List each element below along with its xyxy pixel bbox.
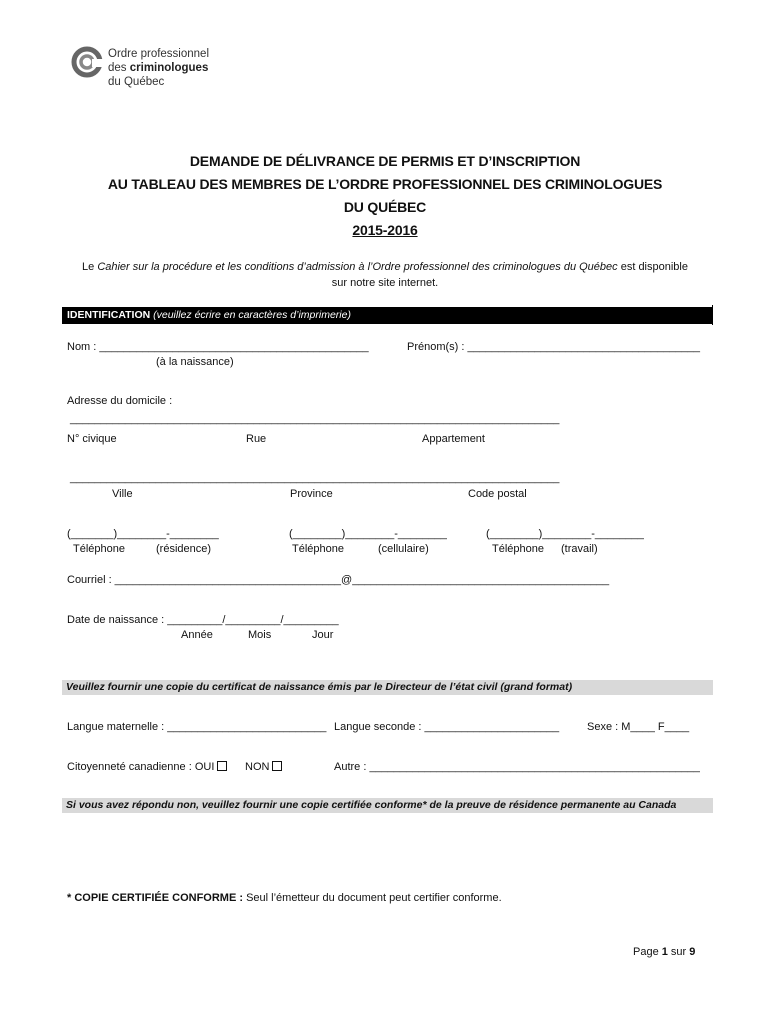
appartement-label: Appartement — [422, 433, 485, 445]
certificat-notice: Veuillez fournir une copie du certificat de naissance émis par le Directeur de l’état civil (grand format) — [62, 680, 713, 695]
autre-field[interactable]: Autre : ______________________________________________________ — [334, 761, 700, 773]
langue-seconde-field[interactable]: Langue seconde : ______________________ — [334, 721, 560, 733]
title-years: 2015-2016 — [352, 222, 418, 238]
phone-residence-field[interactable]: (_______)________-________ — [67, 528, 219, 540]
code-postal-label: Code postal — [468, 488, 527, 500]
date-naissance-field[interactable]: Date de naissance : _________/_________/_________ — [67, 614, 339, 626]
header-edge — [712, 305, 713, 325]
sexe-field[interactable]: Sexe : M____ F____ — [587, 721, 690, 733]
logo-text — [108, 47, 209, 89]
prenom-field[interactable]: Prénom(s) : ______________________________________ — [407, 341, 700, 353]
travail-label: (travail) — [561, 543, 598, 555]
phone-cell-label: Téléphone — [292, 543, 344, 555]
citoyennete-oui: Citoyenneté canadienne : OUI — [67, 761, 227, 773]
courriel-field[interactable]: Courriel : _____________________________________@__________________________________________ — [67, 574, 610, 586]
jour-label: Jour — [312, 629, 334, 641]
phone-work-field[interactable]: (________)________-________ — [486, 528, 644, 540]
title-line-2: AU TABLEAU DES MEMBRES DE L’ORDRE PROFESSIONNEL DES CRIMINOLOGUES — [107, 176, 663, 192]
ville-label: Ville — [112, 488, 133, 500]
adresse-line-2[interactable]: ________________________________________________________________________________ — [70, 472, 560, 484]
identification-header: IDENTIFICATION (veuillez écrire en caractères d’imprimerie) — [62, 307, 713, 324]
oui-checkbox[interactable] — [217, 761, 227, 771]
residence-notice: Si vous avez répondu non, veuillez fournir une copie certifiée conforme* de la preuve de résidence permanente au Canada — [62, 798, 713, 813]
adresse-line-1[interactable]: ________________________________________________________________________________ — [70, 413, 560, 425]
page-title — [0, 150, 770, 242]
nom-field[interactable]: Nom : ____________________________________________ — [67, 341, 369, 353]
page-number: Page 1 sur 9 — [633, 946, 696, 958]
no-civique-label: N° civique — [67, 433, 117, 445]
title-line-3: DU QUÉBEC — [343, 199, 427, 215]
cellulaire-label: (cellulaire) — [378, 543, 429, 555]
phone-residence-label: Téléphone — [73, 543, 125, 555]
citoyennete-non: NON — [245, 761, 282, 773]
langue-maternelle-field[interactable]: Langue maternelle : __________________________ — [67, 721, 327, 733]
logo-line-3: du Québec — [108, 76, 165, 88]
annee-label: Année — [181, 629, 213, 641]
rue-label: Rue — [246, 433, 267, 445]
non-checkbox[interactable] — [272, 761, 282, 771]
phone-work-label: Téléphone — [492, 543, 544, 555]
logo-line-1: Ordre professionnel — [108, 48, 209, 60]
logo-line-2: des criminologues — [108, 62, 209, 74]
adresse-label: Adresse du domicile : — [67, 395, 173, 407]
mois-label: Mois — [248, 629, 272, 641]
nom-note: (à la naissance) — [156, 356, 234, 368]
title-line-1: DEMANDE DE DÉLIVRANCE DE PERMIS ET D’INSCRIPTION — [189, 153, 581, 169]
phone-cell-field[interactable]: (________)________-________ — [289, 528, 447, 540]
intro-text: Le Cahier sur la procédure et les conditions d’admission à l’Ordre professionnel des criminologues du Québec est disponible sur notre site internet. — [82, 261, 688, 289]
province-label: Province — [290, 488, 333, 500]
footnote: * COPIE CERTIFIÉE CONFORME : Seul l’émetteur du document peut certifier conforme. — [67, 892, 502, 904]
logo-mark — [70, 45, 104, 79]
residence-label: (résidence) — [156, 543, 212, 555]
